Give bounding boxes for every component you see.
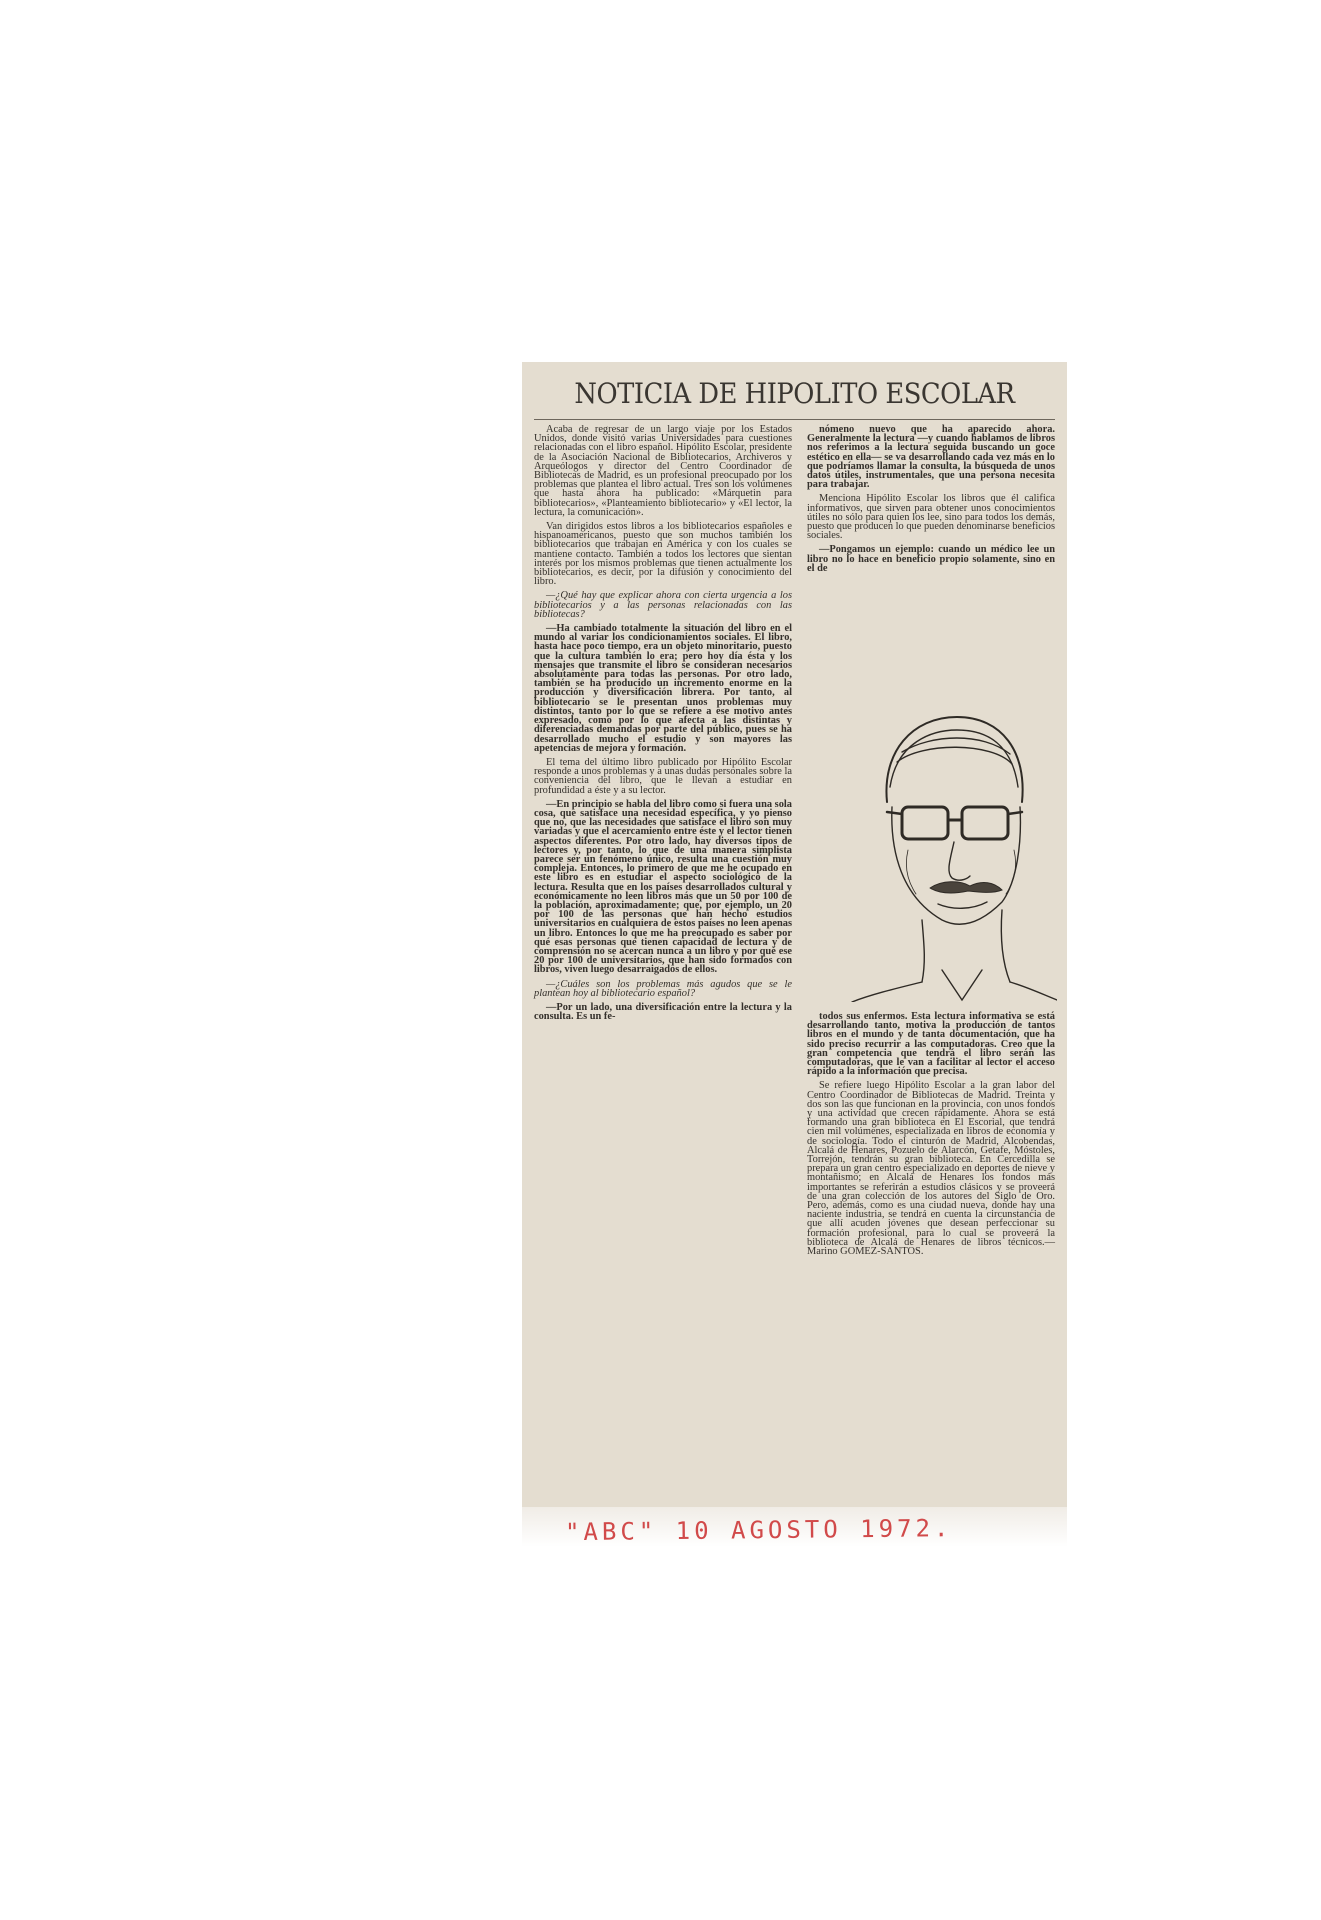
paragraph: —Ha cambiado totalmente la situación del libro en el mundo al variar los condicionamientos sociales. El libro, hasta hace poco tiempo, era un objeto minoritario, puesto que la cultura también lo era; pero hoy día ésta y los mensajes que transmite el libro se consideran necesarios absolutamente para todas las personas. Por otro lado, también se ha producido un incremento enorme en la producción y diversificación librera. Por tanto, al bibliotecario se le presentan unos problemas muy distintos, tanto por lo que se refiere a ese motivo antes expresado, como por lo que afecta a las distintas y diferenciadas demandas por parte del público, pues se ha desarrollado mucho el estudio y son mayores las apetencias de mejora y formación.	[534, 623, 792, 754]
newspaper-clipping	[522, 362, 1067, 1507]
paragraph: —¿Qué hay que explicar ahora con cierta urgencia a los bibliotecarios y a las personas relacionadas con las bibliotecas?	[534, 590, 792, 620]
handwritten-note: "ABC" 10 AGOSTO 1972.	[564, 1514, 953, 1547]
paragraph: —En principio se habla del libro como si fuera una sola cosa, que satisface una necesidad específica, y yo pienso que no, que las necesidades que satisface el libro son muy variadas y que el acercamiento entre éste y el lector tienen aspectos diferentes. Por otro lado, hay diversos tipos de lectores y, por tanto, lo que de una manera simplista parece ser un fenómeno único, resulta una cuestión muy compleja. Entonces, lo primero de que me he ocupado en este libro es en estudiar el aspecto sociológico de la lectura. Resulta que en los países desarrollados cultural y económicamente no leen libros más que un 50 por 100 de la población, aproximadamente; que, por ejemplo, un 20 por 100 de las personas que han hecho estudios universitarios en cualquiera de estos países no leen apenas un libro. Entonces lo que me ha preocupado es saber por qué esas personas que tienen capacidad de lectura y de comprensión no se acercan nunca a un libro y por qué ese 20 por 100 de universitarios, que han sido formados con libros, viven luego desarraigados de ellos.	[534, 798, 792, 976]
paragraph: Acaba de regresar de un largo viaje por los Estados Unidos, donde visitó varias Universidades para cuestiones relacionadas con el libro español. Hipólito Escolar, presidente de la Asociación Nacional de Bibliotecarios, Archiveros y Arqueólogos y director del Centro Coordinador de Bibliotecas de Madrid, es un profesional preocupado por los problemas que plantea el libro actual. Tres son los volúmenes que hasta ahora ha publicado: «Márquetin para bibliotecarios», «Planteamiento bibliotecario» y «El lector, la lectura, la comunicación».	[534, 424, 792, 518]
paragraph: Se refiere luego Hipólito Escolar a la gran labor del Centro Coordinador de Bibliotecas de Madrid. Treinta y dos son las que funcionan en la provincia, con unos fondos y una actividad que crecen rápidamente. Ahora se está formando una gran biblioteca en El Escorial, que tendrá cien mil volúmenes, especializada en libros de economía y de sociología. Todo el cinturón de Madrid, Alcobendas, Alcalá de Henares, Pozuelo de Alarcón, Getafe, Móstoles, Torrejón, tendrán su gran biblioteca. En Cercedilla se prepara un gran centro especializado en deportes de nieve y montañismo; en Alcalá de Henares los fondos más importantes se referirán a estudios clásicos y se proveerá de una gran colección de los autores del Siglo de Oro. Pero, además, como es una ciudad nueva, donde hay una naciente industria, se tendrá en cuenta la circunstancia de que allí acuden jóvenes que desean perfeccionar su formación profesional, para lo cual se proveerá la biblioteca de Alcalá de Henares de libros técnicos.—Marino GOMEZ-SANTOS.	[807, 1080, 1055, 1258]
paragraph: —Pongamos un ejemplo: cuando un médico lee un libro no lo hace en beneficio propio solamente, sino en el de	[807, 544, 1055, 574]
left-column	[534, 425, 792, 1026]
paragraph: —¿Cuáles son los problemas más agudos que se le plantean hoy al bibliotecario español?	[534, 978, 792, 999]
portrait-illustration	[842, 682, 1057, 1002]
paragraph: Menciona Hipólito Escolar los libros que él califica informativos, que sirven para obtener unos conocimientos útiles no sólo para quien los lee, sino para todos los demás, puesto que producen lo que pueden denominarse beneficios sociales.	[807, 493, 1055, 542]
paragraph: Van dirigidos estos libros a los bibliotecarios españoles e hispanoamericanos, puesto que son muchos también los bibliotecarios que trabajan en América y con los cuales se mantiene contacto. También a todos los lectores que sientan interés por los mismos problemas que tienen actualmente los bibliotecarios, es decir, por la difusión y conocimiento del libro.	[534, 521, 792, 588]
right-column-top	[807, 425, 1055, 578]
right-column-bottom	[807, 1012, 1055, 1261]
paragraph: todos sus enfermos. Esta lectura informativa se está desarrollando tanto, motiva la producción de tantos libros en el mundo y de tanta documentación, que ha sido preciso recurrir a las computadoras. Creo que la gran competencia que tendrá el libro serán las computadoras, que le van a facilitar al lector el acceso rápido a la información que precisa.	[807, 1011, 1055, 1078]
paragraph: nómeno nuevo que ha aparecido ahora. Generalmente la lectura —y cuando hablamos de libros nos referimos a la lectura seguida buscando un goce estético en ella— se va desarrollando cada vez más en lo que podríamos llamar la consulta, la búsqueda de unos datos útiles, instrumentales, que una persona necesita para trabajar.	[807, 424, 1055, 491]
paragraph: El tema del último libro publicado por Hipólito Escolar responde a unos problemas y a unas dudas personales sobre la conveniencia del libro, que le llevan a estudiar en profundidad a éste y a su lector.	[534, 756, 792, 796]
paragraph: —Por un lado, una diversificación entre la lectura y la consulta. Es un fe-	[534, 1001, 792, 1023]
headline: NOTICIA DE HIPOLITO ESCOLAR	[574, 377, 1015, 410]
headline-rule	[534, 419, 1055, 420]
